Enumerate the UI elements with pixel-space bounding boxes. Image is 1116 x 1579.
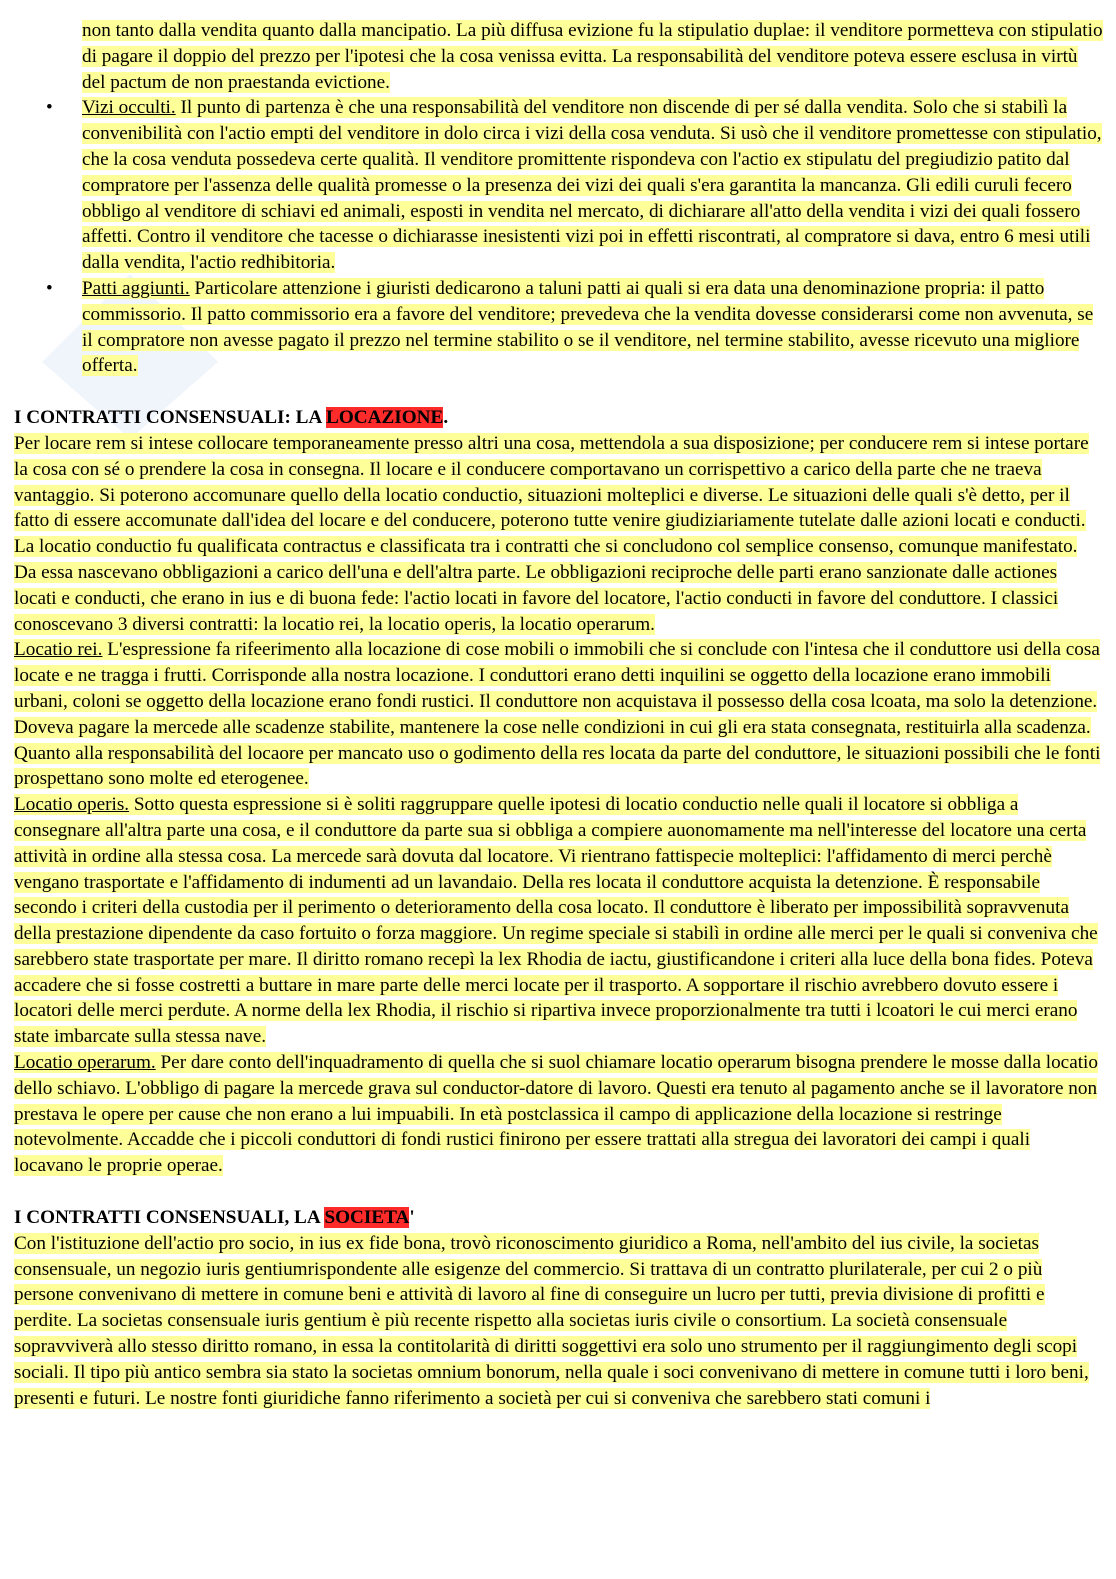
intro-text: non tanto dalla vendita quanto dalla mancipatio. La più diffusa evizione fu la stipulatio duplae: il venditore pormetteva con stipulatio di pagare il doppio del prezzo per l'ipotesi che la cosa venissa evitta. La responsabilità del venditore poteva essere esclusa in virtù del pactum de non praestanda evictione. xyxy=(82,20,1103,93)
list-item-text: Il punto di partenza è che una responsabilità del venditore non discende di per sé dalla vendita. Solo che si stabilì la convenibilità con l'actio empti del venditore in dolo circa i vizi della cosa venduta. Si usò che il venditore promettesse con stipulatio, che la cosa venduta possedeva certe qualità. Il venditore promittente rispondeva con l'actio ex stipulatu del pregiudizio patito dal compratore per l'assenza delle qualità promesse o la presenza dei vizi dei quali s'era garantita la mancanza. Gli edili curuli fecero obbligo al venditore di schiavi ed animali, esposti in vendita nel mercato, di dichiarare all'atto della vendita i vizi dei quali fossero affetti. Contro il venditore che tacesse o dichiarasse inesistenti vizi poi in effetti riscontrati, al compratore si dava, entro 6 mesi utili dalla vendita, l'actio redhibitoria. xyxy=(82,97,1102,274)
list-item xyxy=(82,95,1104,276)
subsection-locatio-operis: Locatio operis. Sotto questa espressione si è soliti raggruppare quelle ipotesi di locatio conductio nelle quali il locatore si obbliga a consegnare all'altra parte una cosa, e il conduttore da parte sua si obbliga a compiere auonomamente ma nell'interesse del locatore una certa attività in ordine alla stessa cosa. La mercede sarà dovuta dal locatore. Vi rientrano fattispecie molteplici: l'affidamento di merci perchè vengano trasportate e l'affidamento di indumenti ad un lavandaio. Della res locata il conduttore acquista la detenzione. È responsabile secondo i criteri della custodia per il perimento o deterioramento della cosa locato. Il conduttore è liberato per impossibilità sopravvenuta della prestazione dipendente da caso fortuito o forza maggiore. Un regime speciale si stabilì in ordine alle merci per le quali si conveniva che sarebbero state trasportate per mare. Il diritto romano recepì la lex Rhodia de iactu, giustificandone i criteri alla luce della bona fides. Poteva accadere che si fosse costretti a buttare in mare parte delle merci locate per il trasporto. A sopportare il rischio avrebbero dovuto essere i locatori delle merci perdute. A norme della lex Rhodia, il rischio si ripartiva invece proporzionalmente tra tutti i lcoatori le cui merci erano state imbarcate sulla stessa nave. xyxy=(14,794,1098,1048)
section-heading-societa: I CONTRATTI CONSENSUALI, LA SOCIETA' xyxy=(14,1207,415,1229)
subsection-locatio-rei: Locatio rei. L'espressione fa rifeerimento alla locazione di cose mobili o immobili che si conclude con l'intesa che il conduttore usi della cosa locate e ne tragga i frutti. Corrisponde alla nostra locazione. I conduttori erano detti inquilini se oggetto della locazione erano immobili urbani, coloni se oggetto della locazione erano fondi rustici. Il conduttore non acquistava il possesso della cosa lcoata, ma solo la detenzione. Doveva pagare la mercede alle scadenze stabilite, mantenere la cose nelle condizioni in cui gli era stata consegnata, restituirla alla scadenza. Quanto alla responsabilità del locaore per mancato uso o godimento della res locata da parte del conduttore, le situazioni possibili che le fonti prospettano sono molte ed eterogenee. xyxy=(14,639,1101,790)
list-item-text: Particolare attenzione i giuristi dedicarono a taluni patti ai quali si era data una denominazione propria: il patto commissorio. Il patto commissorio era a favore del venditore; prevedeva che la vendita dovesse considerarsi come non avvenuta, se il compratore non avesse pagato il prezzo nel termine stabilito o se il venditore, nel termine stabilito, avesse ricevuto una migliore offerta. xyxy=(82,277,1094,377)
list-item-term: Vizi occulti. xyxy=(82,97,176,119)
subsection-term: Locatio rei. xyxy=(14,639,103,661)
subsection-term: Locatio operis. xyxy=(14,794,130,816)
list-item-term: Patti aggiunti. xyxy=(82,277,190,299)
heading-highlight: SOCIETA xyxy=(324,1207,410,1229)
societa-paragraph: Con l'istituzione dell'actio pro socio, in ius ex fide bona, trovò riconoscimento giuridico a Roma, nell'ambito del ius civile, la societas consensuale, un negozio iuris gentiumrispondente alle esigenze del commercio. Si trattava di un contratto plurilaterale, per cui 2 o più persone convenivano di mettere in comune beni e attività di lavoro al fine di conseguire un lucro per tutti, previa divisione di profitti e perdite. La societas consensuale iuris gentium è più recente rispetto alla societas iuris civile o consortium. La società consensuale sopravviverà allo stesso diritto romano, in essa la contitolarità di diritti soggettivi era solo uno strumento per il raggiungimento degli scopi sociali. Il tipo più antico sembra sia stato la societas omnium bonorum, nella quale i soci convenivano di mettere in comune tutti i loro beni, presenti e futuri. Le nostre fonti giuridiche fanno riferimento a società per cui si conveniva che sarebbero stati comuni i xyxy=(14,1232,1089,1409)
subsection-locatio-operarum: Locatio operarum. Per dare conto dell'inquadramento di quella che si suol chiamare locatio operarum bisogna prendere le mosse dalla locatio dello schiavo. L'obbligo di pagare la mercede grava sul conductor-datore di lavoro. Questi era tenuto al pagamento anche se il lavoratore non prestava le opere per cause che non erano a lui impuabili. In età postclassica il campo di applicazione della locazione si restringe notevolmente. Accadde che i piccoli conduttori di fondi rustici finirono per essere trattati alla stregua dei lavoratori dei campi i quali locavano le proprie operae. xyxy=(14,1052,1098,1177)
intro-paragraph xyxy=(14,18,1104,95)
list-item xyxy=(82,276,1104,379)
subsection-term: Locatio operarum. xyxy=(14,1052,156,1074)
section-heading-locazione: I CONTRATTI CONSENSUALI: LA LOCAZIONE. xyxy=(14,407,449,429)
heading-highlight: LOCAZIONE xyxy=(326,407,444,429)
locazione-intro: Per locare rem si intese collocare temporaneamente presso altri una cosa, mettendola a sua disposizione; per conducere rem si intese portare la cosa con sé o prendere la cosa in consegna. Il locare e il conducere comportavano un corrispettivo a carico della parte che ne traeva vantaggio. Si poterono accomunare quello della locatio conductio, situazioni molteplici e diverse. Le situazioni delle quali s'è detto, per il fatto di essere accomunate dall'idea del locare e del conducere, poterono tutte venire giudiziariamente tutelate dalle azioni locati e conducti. La locatio conductio fu qualificata contractus e classificata tra i contratti che si concludono col semplice consenso, comunque manifestato. Da essa nascevano obbligazioni a carico dell'una e dell'altra parte. Le obbligazioni reciproche delle parti erano sanzionate dalle actiones locati e conducti, che erano in ius e di buona fede: l'actio locati in favore del locatore, l'actio conducti in favore del conduttore. I classici conoscevano 3 diversi contratti: la locatio rei, la locatio operis, la locatio operarum. xyxy=(14,432,1089,635)
document-page xyxy=(14,18,1104,1411)
bullet-list xyxy=(14,95,1104,379)
